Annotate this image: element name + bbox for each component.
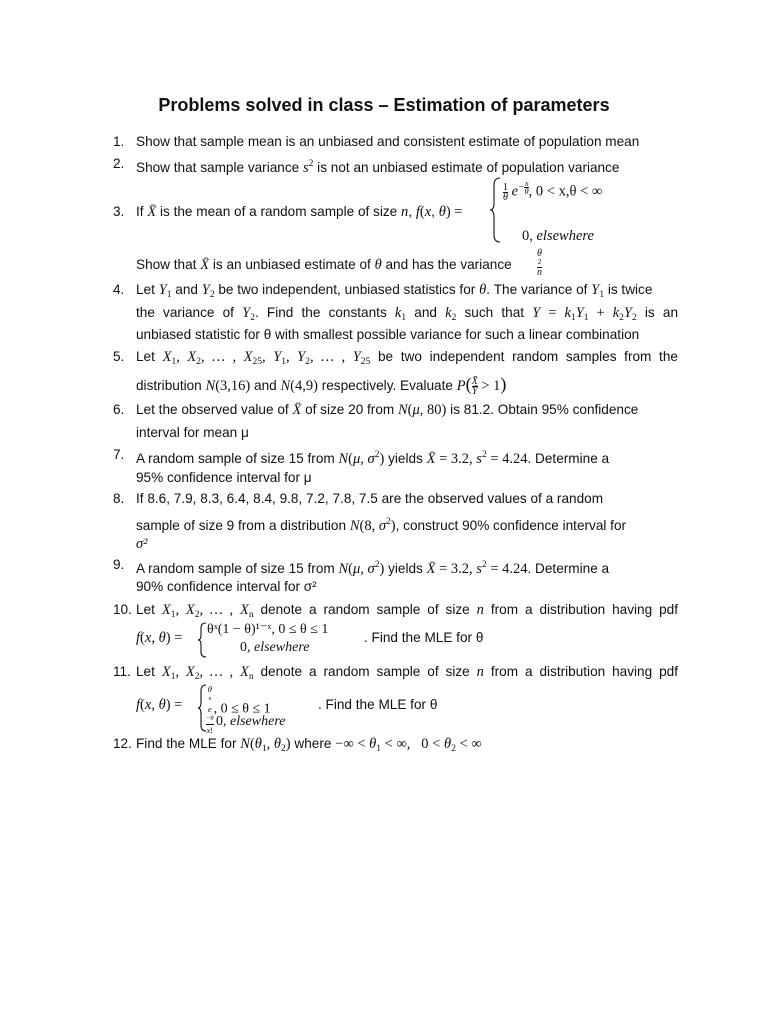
problem-11-tail: . Find the MLE for θ — [318, 697, 438, 712]
problem-3 — [0, 201, 768, 223]
problem-1 — [0, 131, 768, 153]
problem-5: 5. Let $X_1$, $X_2$, … , $X_{25}$, $Y_1$, $Y_2$, … , $Y_{25}$ be two independent random samples from the — [0, 346, 768, 368]
problem-number: 3. — [113, 204, 125, 219]
problem-number: 11. — [113, 664, 131, 679]
problem-4-line-3: unbiased statistic for θ with smallest possible variance for such a linear combination — [136, 327, 640, 342]
case-1: θˣ(1 − θ)¹⁻ˣ, 0 ≤ θ ≤ 1 — [207, 622, 329, 637]
problem-10-tail: . Find the MLE for θ — [364, 630, 484, 645]
pdf-lhs: f(x, θ) = — [136, 697, 183, 713]
problem-number: 6. — [113, 402, 125, 417]
problem-7: 7. A random sample of size 15 from N(μ, $\sigma^2$) yields X̄ = 3.2, $s^2 = 4.24$. Determine a — [0, 444, 768, 466]
pdf-lhs: f(x, θ) = — [136, 630, 183, 646]
problem-number: 9. — [113, 557, 125, 572]
problem-9: 9. A random sample of size 15 from N(μ, $\sigma^2$) yields X̄ = 3.2, $s^2 = 4.24$. Determine a — [0, 554, 768, 576]
problem-number: 4. — [113, 282, 125, 297]
problem-8-line-2: sample of size 9 from a distribution N(8, $\sigma^2$), construct 90% confidence interval for — [136, 517, 627, 534]
problem-12: 12. Find the MLE for $N(\theta_1$, $\theta_2$) where −∞ < $\theta_1$ < ∞, $0 < \theta_2$ < ∞ — [0, 733, 768, 755]
problem-text: Show that sample mean is an unbiased and consistent estimate of population mean — [136, 134, 640, 149]
page-title: Problems solved in class – Estimation of parameters — [158, 95, 610, 115]
variance-fraction: θ 2 n — [537, 248, 542, 278]
case-2: 0, elsewhere — [240, 640, 310, 655]
piecewise-brace — [490, 177, 504, 243]
case-2: 0, elsewhere — [522, 228, 594, 244]
problem-10: 10. Let $X_1$, $X_2$, … , $X_n$ denote a random sample of size n from a distribution having pdf — [0, 599, 768, 621]
problem-6: 6. Let the observed value of X̄ of size 20 from N(μ, 80) is 81.2. Obtain 95% confidence — [0, 399, 768, 421]
case-1: $\frac{1}{\theta}$ $e^{- \frac{x}{\theta}}$ , 0 < x,θ < ∞ — [503, 178, 603, 203]
problem-number: 5. — [113, 349, 125, 364]
problem-number: 7. — [113, 447, 125, 462]
problem-7-line-2: 95% confidence interval for μ — [136, 470, 312, 485]
problem-6-line-2: interval for mean μ — [136, 425, 249, 440]
problem-number: 1. — [113, 134, 125, 149]
problem-4: 4. Let $Y_1$ and $Y_2$ be two independent, unbiased statistics for θ. The variance of $Y_1$ is twice — [0, 279, 768, 301]
problem-number: 8. — [113, 491, 125, 506]
problem-11: 11. Let $X_1$, $X_2$, … , $X_n$ denote a random sample of size n from a distribution having pdf — [0, 661, 768, 683]
problem-8: 8. If 8.6, 7.9, 8.3, 6.4, 8.4, 9.8, 7.2, 7.8, 7.5 are the observed values of a random — [0, 488, 768, 510]
problem-text: Show that sample variance $s^2$ is not an unbiased estimate of population variance — [136, 159, 620, 176]
problem-4-line-2: the variance of $Y_2$. Find the constants $k_1$ and $k_2$ such that $Y = k_1Y_1 + k_2Y_2$ is an — [136, 305, 679, 323]
problem-3-line-2: Show that X̄ is an unbiased estimate of θ and has the variance — [136, 257, 512, 273]
problem-2 — [0, 153, 768, 175]
problem-number: 2. — [113, 156, 125, 171]
problem-5-line-2: distribution N(3,16) and N(4,9) respectively. Evaluate P( $\frac{X̄}{Ȳ}$ > 1) — [136, 374, 507, 397]
case-1: θ x e −θ x! , 0 ≤ θ ≤ 1 — [206, 684, 271, 735]
case-2: 0, elsewhere — [216, 714, 286, 729]
problem-text: If X̄ is the mean of a random sample of size n, f(x, θ) = — [136, 204, 463, 220]
problem-9-line-2: 90% confidence interval for σ² — [136, 579, 317, 594]
problem-8-line-3: σ² — [136, 536, 148, 552]
problem-number: 12. — [113, 736, 132, 751]
problem-number: 10. — [113, 602, 132, 617]
